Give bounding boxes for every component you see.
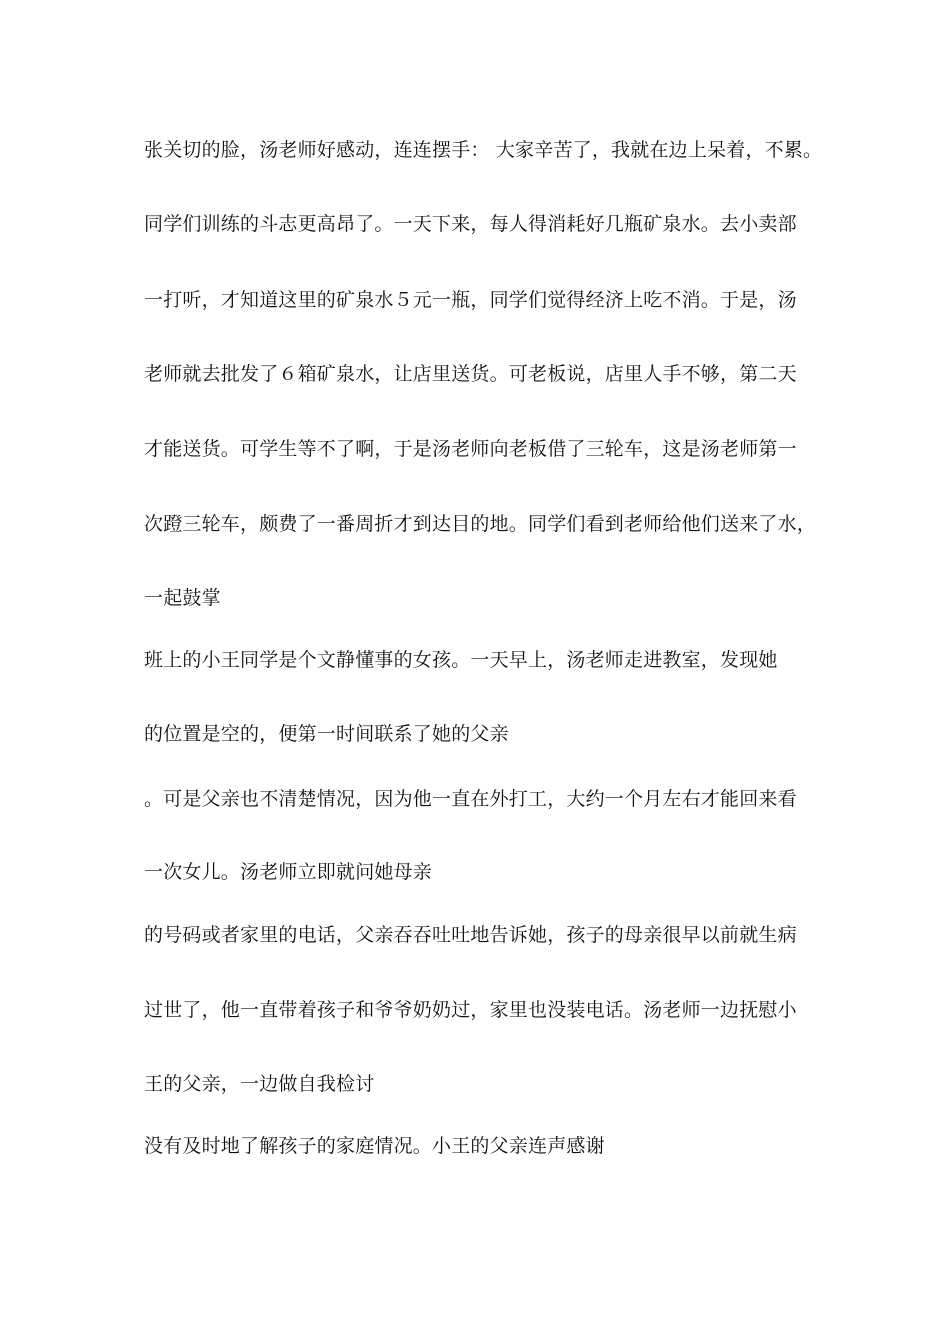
text-line: 一起鼓掌 [144,587,221,609]
text-line: 没有及时地了解孩子的家庭情况。小王的父亲连声感谢 [144,1135,605,1157]
text-line: 次蹬三轮车，颇费了一番周折才到达目的地。同学们看到老师给他们送来了水， [144,513,817,535]
text-line: 。可是父亲也不清楚情况，因为他一直在外打工，大约一个月左右才能回来看 [144,788,797,810]
text-line: 老师就去批发了６箱矿泉水，让店里送货。可老板说，店里人手不够，第二天 [144,363,797,385]
text-line: 一打听，才知道这里的矿泉水５元一瓶，同学们觉得经济上吃不消。于是，汤 [144,289,797,311]
text-line: 班上的小王同学是个文静懂事的女孩。一天早上，汤老师走进教室，发现她 [144,649,778,671]
text-line: 的号码或者家里的电话，父亲吞吞吐吐地告诉她，孩子的母亲很早以前就生病 [144,924,797,946]
text-line: 同学们训练的斗志更高昂了。一天下来，每人得消耗好几瓶矿泉水。去小卖部 [144,213,797,235]
text-line: 一次女儿。汤老师立即就问她母亲 [144,861,433,883]
text-line: 过世了，他一直带着孩子和爷爷奶奶过，家里也没装电话。汤老师一边抚慰小 [144,999,797,1021]
text-line: 才能送货。可学生等不了啊，于是汤老师向老板借了三轮车，这是汤老师第一 [144,438,797,460]
text-line: 王的父亲，一边做自我检讨 [144,1073,375,1095]
text-line: 的位置是空的，便第一时间联系了她的父亲 [144,723,509,745]
text-line: 张关切的脸，汤老师好感动，连连摆手： 大家辛苦了，我就在边上呆着，不累。 [144,139,823,161]
